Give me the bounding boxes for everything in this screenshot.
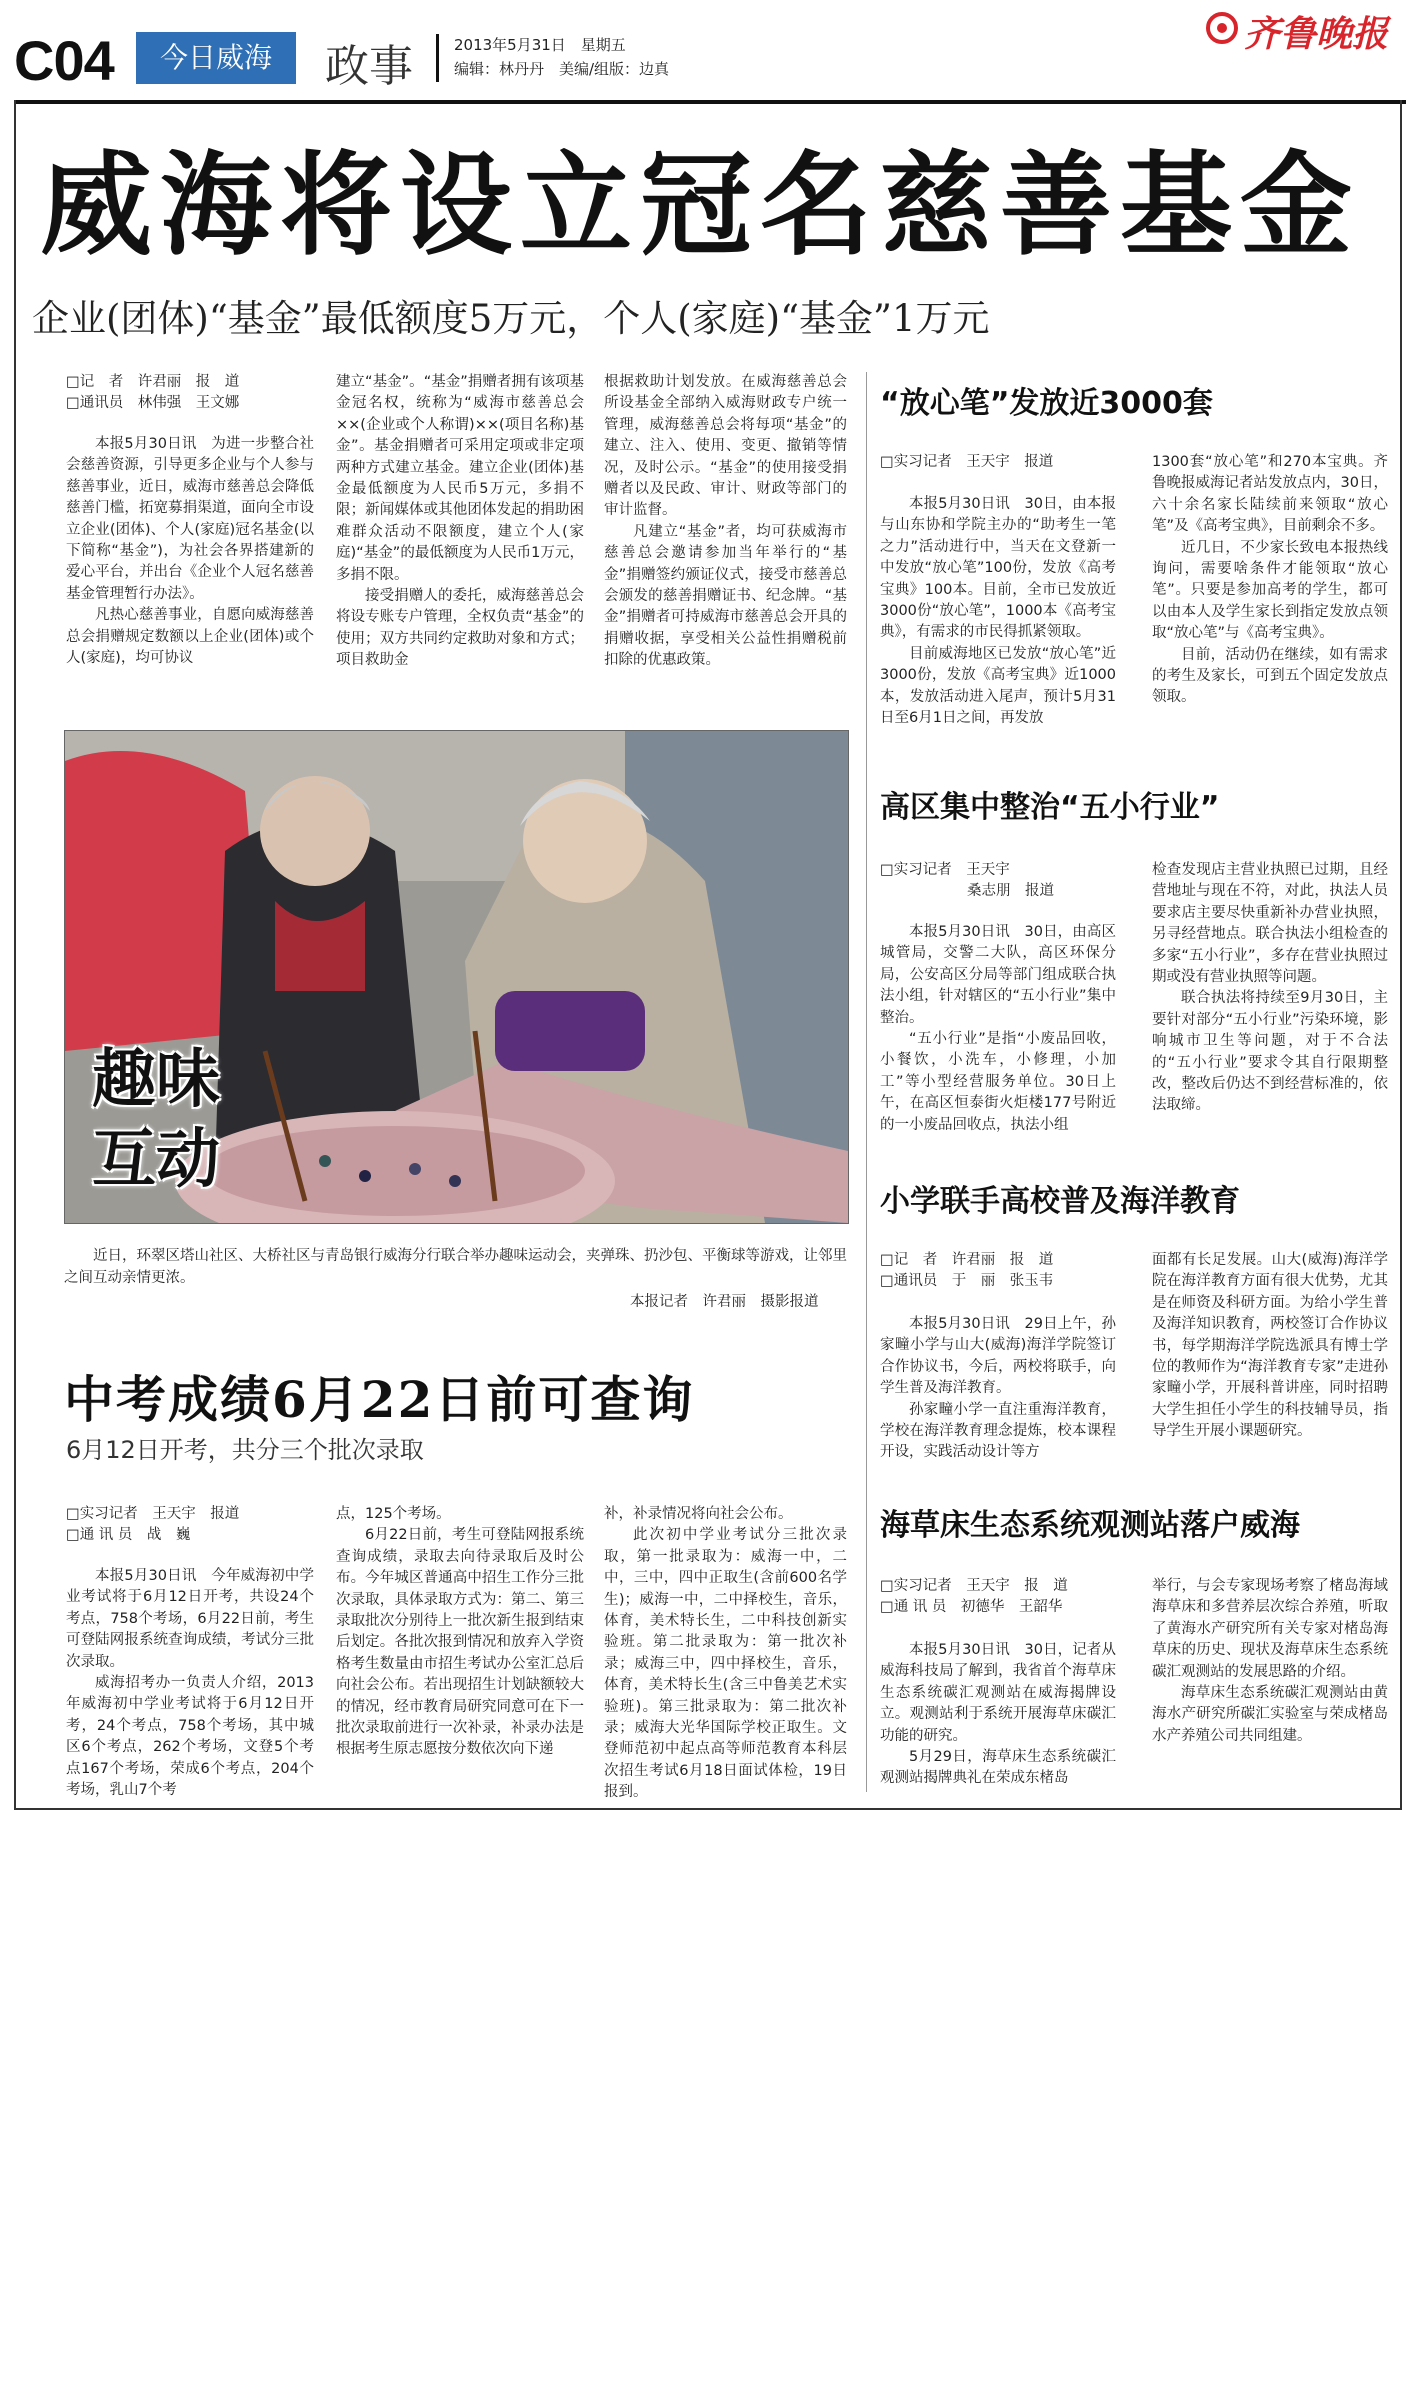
paragraph: 补，补录情况将向社会公布。 (604, 1506, 793, 1522)
pen-headline: “放心笔”发放近3000套 (880, 386, 1213, 421)
lead-column-2 (336, 372, 584, 672)
seagrass-headline: 海草床生态系统观测站落户威海 (880, 1508, 1300, 1543)
pen-byline: □实习记者 王天宇 报道 (880, 454, 1054, 470)
paragraph: 本报5月30日讯 29日上午，孙家疃小学与山大(威海)海洋学院签订合作协议书，今后，两校将联手，向学生普及海洋教育。 (880, 1316, 1116, 1397)
exam-column-3 (604, 1504, 847, 1804)
paragraph: 6月22日前，考生可登陆网报系统查询成绩，录取去向待录取后及时公布。今年城区普通高中招生工作分三批次录取，具体录取方式为：第二、第三录取批次分别待上一批次新生报到结束后划定。各批次报到情况和放弃入学资格考生数量由市招生考试办公室汇总后向社会公布。若出现招生计划缺额较大的情况，经市教育局研究同意可在下一批次录取前进行一次补录，补录办法是根据考生原志愿按分数依次向下递 (336, 1527, 584, 1758)
logo-icon (1206, 12, 1238, 44)
industry-byline: □实习记者 王天宇 桑志朋 报道 (880, 862, 1054, 900)
paragraph: 联合执法将持续至9月30日，主要针对部分“五小行业”污染环境，影响城市卫生等问题，对于不合法的“五小行业”要求令其自行限期整改，整改后仍达不到经营标准的，依法取缔。 (1152, 990, 1388, 1114)
industry-headline: 高区集中整治“五小行业” (880, 790, 1220, 825)
industry-column-1 (880, 922, 1116, 1136)
newspaper-logo: 齐鲁晚报 (1244, 13, 1389, 55)
column-divider (866, 372, 867, 1792)
paragraph: 检查发现店主营业执照已过期，且经营地址与现在不符，对此，执法人员要求店主要尽快重新补办营业执照，另寻经营地点。联合执法小组检查的多家“五小行业”，多存在营业执照过期或没有营业执照等问题。 (1152, 862, 1388, 986)
photo-credit: 本报记者 许君丽 摄影报道 (630, 1294, 819, 1310)
paragraph: 本报5月30日讯 为进一步整合社会慈善资源，引导更多企业与个人参与慈善事业，近日，威海市慈善总会降低慈善门槛，拓宽募捐渠道，面向全市设立企业(团体)、个人(家庭)冠名基金(以下简称“基金”)，为社会各界搭建新的爱心平台，并出台《企业个人冠名慈善基金管理暂行办法》。 (66, 436, 314, 602)
lead-subhead: 企业(团体)“基金”最低额度5万元，个人(家庭)“基金”1万元 (32, 297, 990, 340)
paragraph: 本报5月30日讯 今年威海初中学业考试将于6月12日开考，共设24个考点，758个考场，6月22日前，考生可登陆网报系统查询成绩，考试分三批次录取。 (66, 1568, 314, 1670)
industry-column-2 (1152, 860, 1388, 1117)
lead-byline: □记 者 许君丽 报 道 □通讯员 林伟强 王文娜 (66, 374, 240, 412)
school-byline: □记 者 许君丽 报 道 □通讯员 于 丽 张玉韦 (880, 1252, 1054, 1290)
section-name: 政事 (325, 41, 413, 92)
exam-column-2 (336, 1504, 584, 1761)
paragraph: 本报5月30日讯 30日，记者从威海科技局了解到，我省首个海草床生态系统碳汇观测站在威海揭牌设立。观测站利于系统开展海草床碳汇功能的研究。 (880, 1642, 1116, 1744)
paragraph: 目前威海地区已发放“放心笔”近3000份，发放《高考宝典》近1000本，发放活动进入尾声，预计5月31日至6月1日之间，再发放 (880, 645, 1116, 727)
paragraph: 接受捐赠人的委托，威海慈善总会将设专账专户管理，全权负责“基金”的使用；双方共同约定救助对象和方式；项目救助金 (336, 588, 584, 669)
seagrass-column-1 (880, 1640, 1116, 1790)
paragraph: “五小行业”是指“小废品回收，小餐饮，小洗车，小修理，小加工”等小型经营服务单位。30日上午，在高区恒泰街火炬楼177号附近的一小废品回收点，执法小组 (880, 1031, 1116, 1133)
caption-text: 近日，环翠区塔山社区、大桥社区与青岛银行威海分行联合举办趣味运动会，夹弹珠、扔沙包、平衡球等游戏，让邻里之间互动亲情更浓。 (64, 1248, 847, 1286)
seagrass-column-2 (1152, 1576, 1388, 1747)
paragraph: 目前，活动仍在继续，如有需求的考生及家长，可到五个固定发放点领取。 (1152, 646, 1388, 706)
editor-line: 编辑：林丹丹 美编/组版：边真 (454, 60, 670, 78)
paragraph: 近几日，不少家长致电本报热线询问，需要啥条件才能领取“放心笔”。只要是参加高考的学生，都可以由本人及学生家长到指定发放点领取“放心笔”与《高考宝典》。 (1152, 539, 1388, 642)
paragraph: 根据救助计划发放。在威海慈善总会所设基金全部纳入威海财政专户统一管理，威海慈善总会将每项“基金”的建立、注入、使用、变更、撤销等情况，及时公示。“基金”的使用接受捐赠者以及民政、审计、财政等部门的审计监督。 (604, 374, 847, 519)
school-headline: 小学联手高校普及海洋教育 (880, 1184, 1240, 1219)
paragraph: 凡热心慈善事业，自愿向威海慈善总会捐赠规定数额以上企业(团体)或个人(家庭)，均可协议 (66, 607, 314, 667)
overlay-line-1: 趣味 (92, 1043, 220, 1117)
paragraph: 5月29日，海草床生态系统碳汇观测站揭牌典礼在荣成东楮岛 (880, 1749, 1116, 1787)
paragraph: 点，125个考场。 (336, 1506, 451, 1522)
photo-overlay-title (92, 1040, 220, 1200)
lead-column-1 (66, 434, 314, 669)
header-divider (436, 34, 439, 82)
paragraph: 1300套“放心笔”和270本宝典。齐鲁晚报威海记者站发放点内，30日，六十余名家长陆续前来领取“放心笔”及《高考宝典》，目前剩余不多。 (1152, 454, 1388, 535)
exam-byline: □实习记者 王天宇 报道 □通 讯 员 战 巍 (66, 1506, 240, 1544)
paragraph: 建立“基金”。“基金”捐赠者拥有该项基金冠名权，统称为“威海市慈善总会××(企业或个人称谓)××(项目名称)基金”。基金捐赠者可采用定项或非定项两种方式建立基金。建立企业(团体)基金最低额度为人民币5万元，多捐不限；新闻媒体或其他团体发起的捐助困难群众活动不限额度，建立个人(家庭)“基金”的最低额度为人民币1万元，多捐不限。 (336, 374, 584, 583)
lead-column-3 (604, 372, 847, 672)
paragraph: 面都有长足发展。山大(威海)海洋学院在海洋教育方面有很大优势，尤其是在师资及科研方面。为给小学生普及海洋知识教育，两校签订合作协议书，每学期海洋学院选派具有博士学位的教师作为“海洋教育专家”走进孙家疃小学，开展科普讲座，同时招聘大学生担任小学生的科技辅导员，指导学生开展小课题研究。 (1152, 1252, 1388, 1440)
paragraph: 本报5月30日讯 30日，由高区城管局，交警二大队，高区环保分局，公安高区分局等部门组成联合执法小组，针对辖区的“五小行业”集中整治。 (880, 924, 1116, 1026)
exam-headline: 中考成绩6月22日前可查询 (64, 1370, 695, 1429)
overlay-line-2: 互动 (92, 1123, 220, 1197)
paragraph: 举行，与会专家现场考察了楮岛海域海草床和多营养层次综合养殖，听取了黄海水产研究所有关专家对楮岛海草床的历史、现状及海草床生态系统碳汇观测站的发展思路的介绍。 (1152, 1578, 1388, 1680)
paragraph: 此次初中学业考试分三批次录取，第一批录取为：威海一中，二中，三中，四中正取生(含前600名学生)；威海一中，二中择校生，音乐，体育，美术特长生，二中科技创新实验班。第二批录取为：第一批次补录；威海三中，四中择校生，音乐，体育，美术特长生(含三中鲁美艺术实验班)。第三批录取为：第二批次补录；威海大光华国际学校正取生。文登师范初中起点高等师范教育本科层次招生考试6月18日面试体检，19日报到。 (604, 1527, 847, 1801)
school-column-2 (1152, 1250, 1388, 1443)
paragraph: 凡建立“基金”者，均可获威海市慈善总会邀请参加当年举行的“基金”捐赠签约颁证仪式，接受市慈善总会颁发的慈善捐赠证书、纪念牌。“基金”捐赠者可持威海市慈善总会开具的捐赠收据，享受相关公益性捐赠税前扣除的优惠政策。 (604, 523, 847, 669)
paragraph: 海草床生态系统碳汇观测站由黄海水产研究所碳汇实验室与荣成楮岛水产养殖公司共同组建。 (1152, 1685, 1388, 1744)
school-column-1 (880, 1314, 1116, 1464)
paragraph: 威海招考办一负责人介绍，2013年威海初中学业考试将于6月12日开考，24个考点，758个考场，其中城区6个考点，262个考场，文登5个考点167个考场，荣成6个考点，204个考场，乳山7个考 (66, 1675, 314, 1799)
seagrass-byline: □实习记者 王天宇 报 道 □通 讯 员 初德华 王韶华 (880, 1578, 1068, 1616)
exam-subhead: 6月12日开考，共分三个批次录取 (66, 1436, 424, 1464)
page-number: C04 (14, 29, 114, 92)
lead-headline: 威海将设立冠名慈善基金 (40, 140, 1360, 271)
pen-column-2 (1152, 452, 1388, 709)
paragraph: 本报5月30日讯 30日，由本报与山东协和学院主办的“助考生一笔之力”活动进行中，当天在文登新一中发放“放心笔”100份，发放《高考宝典》100本。目前，全市已发放近3000份“放心笔”，1000本《高考宝典》，有需求的市民得抓紧领取。 (880, 496, 1116, 641)
pen-column-1 (880, 494, 1116, 729)
photo-caption (64, 1245, 847, 1289)
section-tab: 今日威海 (136, 32, 296, 84)
exam-column-1 (66, 1566, 314, 1801)
date-line: 2013年5月31日 星期五 (454, 36, 626, 54)
paragraph: 孙家疃小学一直注重海洋教育，学校在海洋教育理念提炼，校本课程开设，实践活动设计等方 (880, 1401, 1116, 1461)
